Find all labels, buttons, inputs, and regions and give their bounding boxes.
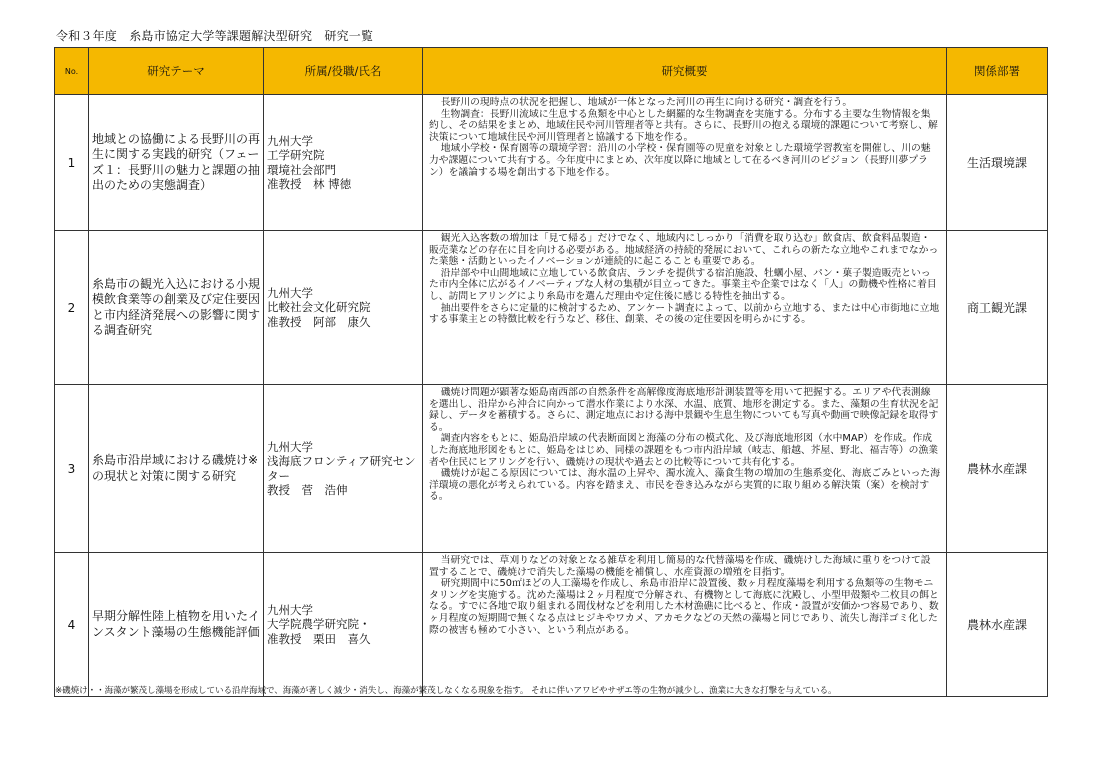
row-theme: 糸島市の観光入込における小規模飲食業等の創業及び定住要因と市内経済発展への影響に関する調査研究 (89, 231, 264, 385)
row-no: 1 (55, 95, 89, 231)
row-affiliation: 九州大学 工学研究院 環境社会部門 准教授 林 博徳 (264, 95, 423, 231)
summary-paragraph: 地域小学校・保育園等の環境学習：沿川の小学校・保育園等の児童を対象とした環境学習教室を開催し、川の魅力や課題について共有する。今年度中にまとめ、次年度以降に地域として在るべき河川のビジョン（長野川夢プラン）を議論する場を創出する下地を作る。 (429, 143, 931, 178)
row-summary (423, 95, 947, 231)
table-header-row (55, 48, 1048, 95)
row-theme: 糸島市沿岸域における磯焼け※の現状と対策に関する研究 (89, 385, 264, 553)
table-row (55, 95, 1048, 231)
row-summary (423, 231, 947, 385)
row-affiliation: 九州大学 浅海底フロンティア研究センター 教授 菅 浩伸 (264, 385, 423, 553)
row-no: 2 (55, 231, 89, 385)
row-theme: 早期分解性陸上植物を用いたインスタント藻場の生態機能評価 (89, 553, 264, 697)
row-department: 農林水産課 (947, 553, 1048, 697)
page-title: 令和３年度 糸島市協定大学等課題解決型研究 研究一覧 (56, 29, 374, 43)
row-no: 3 (55, 385, 89, 553)
summary-paragraph: 研究期間中に50㎡ほどの人工藻場を作成し、糸島市沿岸に設置後、数ヶ月程度藻場を利用する魚類等の生物モニタリングを実施する。沈めた藻場は２ヶ月程度で分解され、有機物として海底に沈殿し、小型甲殻類や二枚貝の餌となる。すでに各地で取り組まれる間伐材などを利用した木材漁礁に比べると、作成・設置が安価かつ容易であり、数ヶ月程度の短期間で無くなる点はヒジキやワカメ、アカモクなどの天然の藻場と同じであり、流失し海洋ゴミ化した際の被害も極めて小さい、という利点がある。 (429, 578, 939, 636)
summary-paragraph: 磯焼けが起こる原因については、海水温の上昇や、濁水流入、藻食生物の増加の生態系変化、海底ごみといった海洋環境の悪化が考えられている。内容を踏まえ、市民を巻き込みながら実質的に取り組める解決策（案）を検討する。 (429, 468, 940, 503)
table-row (55, 553, 1048, 697)
row-theme: 地域との協働による長野川の再生に関する実践的研究（フェーズ１：長野川の魅力と課題の抽出のための実態調査） (89, 95, 264, 231)
row-summary (423, 553, 947, 697)
summary-paragraph: 当研究では、草刈りなどの対象となる雑草を利用し簡易的な代替藻場を作成、磯焼けした海域に重りをつけて設置することで、磯焼けで消失した藻場の機能を補償し、水産資源の増殖を目指す。 (429, 555, 931, 578)
header-department: 関係部署 (947, 48, 1048, 95)
header-no: No. (55, 48, 89, 95)
row-summary (423, 385, 947, 553)
table-row (55, 231, 1048, 385)
row-department: 農林水産課 (947, 385, 1048, 553)
row-affiliation: 九州大学 大学院農学研究院・ 准教授 栗田 喜久 (264, 553, 423, 697)
research-table (54, 47, 1048, 697)
header-summary: 研究概要 (423, 48, 947, 95)
summary-paragraph: 調査内容をもとに、姫島沿岸域の代表断面図と海藻の分布の模式化、及び海底地形図（水中MAP）を作成。作成した海底地形図をもとに、姫島をはじめ、同様の課題をもつ市内沿岸域（岐志、船越、芥屋、野北、福吉等）の漁業者や住民にヒアリングを行い、磯焼けの現状や過去との比較等について共有化する。 (429, 433, 939, 468)
row-department: 生活環境課 (947, 95, 1048, 231)
footnote: ※磯焼け・・海藻が繁茂し藻場を形成している沿岸海域で、海藻が著しく減少・消失し、海藻が繁茂しなくなる現象を指す。 それに伴いアワビやサザエ等の生物が減少し、漁業に大きな打撃を与えている。 (55, 686, 837, 696)
summary-paragraph: 沿岸部や中山間地域に立地している飲食店、ランチを提供する宿泊施設、牡蠣小屋、パン・菓子製造販売といった市内全体に広がるイノベーティブな人材の集積が目立ってきた。事業主や企業ではなく「人」の動機や性格に着目し、訪問ヒアリングにより糸島市を選んだ理由や定住後に感じる特性を抽出する。 (429, 267, 937, 302)
summary-paragraph: 磯焼け問題が顕著な姫島南西部の自然条件を高解像度海底地形計測装置等を用いて把握する。エリアや代表測線を選出し、沿岸から沖合に向かって潜水作業により水深、水温、底質、地形を測定する。また、藻類の生育状況を記録し、データを蓄積する。さらに、測定地点における海中景観や生息生物についても写真や動画で映像記録を取得する。 (429, 387, 939, 433)
row-department: 商工観光課 (947, 231, 1048, 385)
summary-paragraph: 長野川の現時点の状況を把握し、地域が一体となった河川の再生に向ける研究・調査を行う。 (440, 97, 853, 108)
summary-paragraph: 生物調査：長野川流域に生息する魚類を中心とした網羅的な生物調査を実施する。分布する主要な生物情報を集約し、その結果をまとめ、地域住民や河川管理者等と共有。さらに、長野川の抱える環境的課題について考察し、解決策について地域住民や河川管理者と協議する下地を作る。 (429, 108, 938, 143)
row-affiliation: 九州大学 比較社会文化研究院 准教授 阿部 康久 (264, 231, 423, 385)
row-no: 4 (55, 553, 89, 697)
header-theme: 研究テーマ (89, 48, 264, 95)
table-row (55, 385, 1048, 553)
header-affiliation: 所属/役職/氏名 (264, 48, 423, 95)
summary-paragraph: 抽出要件をさらに定量的に検討するため、アンケート調査によって、以前から立地する、または中心市街地に立地する事業主との特徴比較を行うなど、移住、創業、その後の定住要因を明らかにする。 (429, 302, 940, 326)
summary-paragraph: 観光入込客数の増加は「見て帰る」だけでなく、地域内にしっかり「消費を取り込む」飲食店、飲食料品製造・販売業などの存在に目を向ける必要がある。地域経済の持続的発展において、これらの新たな立地やこれまでなかった業態・活動といったイノベーションが連続的に起こることも重要である。 (429, 233, 939, 268)
